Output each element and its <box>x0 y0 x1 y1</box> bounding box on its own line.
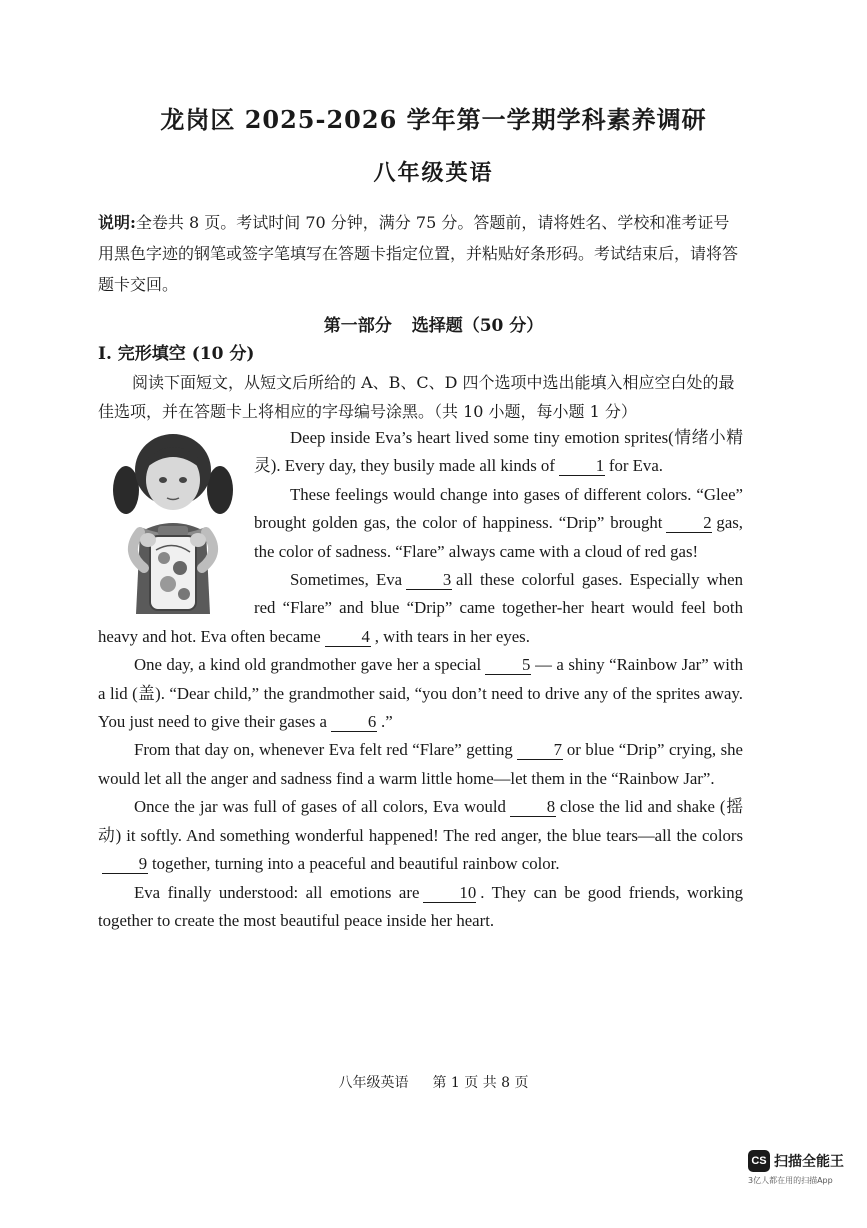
blank-2: 2 <box>666 514 712 533</box>
p5-text-a: From that day on, whenever Eva felt red “Flare” getting <box>134 740 513 760</box>
paragraph-5 <box>98 736 743 793</box>
p7-text-a: Eva finally understood: all emotions are <box>134 882 420 902</box>
section-instruction: 阅读下面短文，从短文后所给的 A、B、C、D 四个选项中选出能填入相应空白处的最佳选项，并在答题卡上将相应的字母编号涂黑。（共 10 小题，每小题 1 分） <box>98 373 735 421</box>
p3-text-a: Sometimes, Eva <box>290 570 403 590</box>
p6-text-c: together, turning into a peaceful and beautiful rainbow color. <box>152 854 560 874</box>
p4-text-c: .” <box>381 712 393 732</box>
blank-7: 7 <box>517 741 563 760</box>
blank-9: 9 <box>102 855 148 874</box>
p6-text-b: close the lid and shake (摇动) it softly. And something wonderful happened! The red anger, the blue tears—all the colors <box>98 797 743 845</box>
cloze-passage <box>98 424 743 935</box>
camscanner-logo-icon: CS <box>748 1150 770 1172</box>
p7-text-b: . They can be good friends, working together to create the most beautiful peace inside her heart. <box>98 882 743 930</box>
footer-page-number: 第 1 页 共 8 页 <box>432 1075 529 1091</box>
paragraph-6 <box>98 793 743 878</box>
scanner-watermark <box>748 1150 858 1190</box>
p5-text-b: or blue “Drip” crying, she would let all the anger and sadness find a warm little home—let them in the “Rainbow Jar”. <box>98 740 743 788</box>
part-name: 第一部分 <box>323 316 392 336</box>
p2-text-a: These feelings would change into gases of different colors. “Glee” brought golden gas, the color of happiness. “Drip” brought <box>254 484 743 533</box>
p4-text-b: — a shiny “Rainbow Jar” with a lid (盖). “Dear child,” the grandmother said, “you don’t need to drive any of the sprites away. You just need to give their gases a <box>98 655 743 732</box>
p3-text-c: , with tears in her eyes. <box>374 626 530 646</box>
girl-with-jar-illustration <box>98 428 248 614</box>
scanner-tagline: 3亿人都在用的扫描App <box>748 1176 833 1185</box>
exam-title: 龙岗区 2025-2026 学年第一学期学科素养调研 <box>160 105 707 134</box>
part-title: 选择题（50 分） <box>411 316 544 336</box>
p2-text-b: gas, the color of sadness. “Flare” always came with a cloud of red gas! <box>254 513 743 561</box>
instructions-note <box>98 207 743 300</box>
p1-text-b: for Eva. <box>608 456 663 476</box>
blank-4: 4 <box>325 628 371 647</box>
blank-1: 1 <box>559 457 605 476</box>
note-text: 全卷共 8 页。考试时间 70 分钟，满分 75 分。答题前，请将姓名、学校和准考证号用黑色字迹的钢笔或签字笔填写在答题卡指定位置，并粘贴好条形码。考试结束后，请将答题卡交回。 <box>98 213 739 294</box>
p4-text-a: One day, a kind old grandmother gave her a special <box>134 655 482 675</box>
note-label: 说明: <box>98 213 136 232</box>
page-footer <box>0 1072 867 1092</box>
p6-text-a: Once the jar was full of gases of all colors, Eva would <box>134 797 506 817</box>
p3-text-b: all these colorful gases. Especially when red “Flare” and blue “Drip” came together-her heart would feel both heavy and hot. Eva often became <box>98 570 744 646</box>
exam-subject: 八年级英语 <box>373 160 494 186</box>
blank-10: 10 <box>423 884 476 903</box>
section-heading: I. 完形填空 (10 分) <box>98 344 255 364</box>
blank-3: 3 <box>406 571 452 590</box>
footer-subject: 八年级英语 <box>338 1075 409 1091</box>
blank-6: 6 <box>331 713 377 732</box>
part-heading <box>0 311 867 336</box>
p1-text-a: Deep inside Eva’s heart lived some tiny emotion sprites(情绪小精灵). Every day, they busily made all kinds of <box>254 428 743 476</box>
paragraph-4 <box>98 651 743 736</box>
paragraph-7 <box>98 879 743 936</box>
blank-5: 5 <box>485 656 531 675</box>
blank-8: 8 <box>510 798 556 817</box>
scanner-app-name: 扫描全能王 <box>774 1154 844 1170</box>
